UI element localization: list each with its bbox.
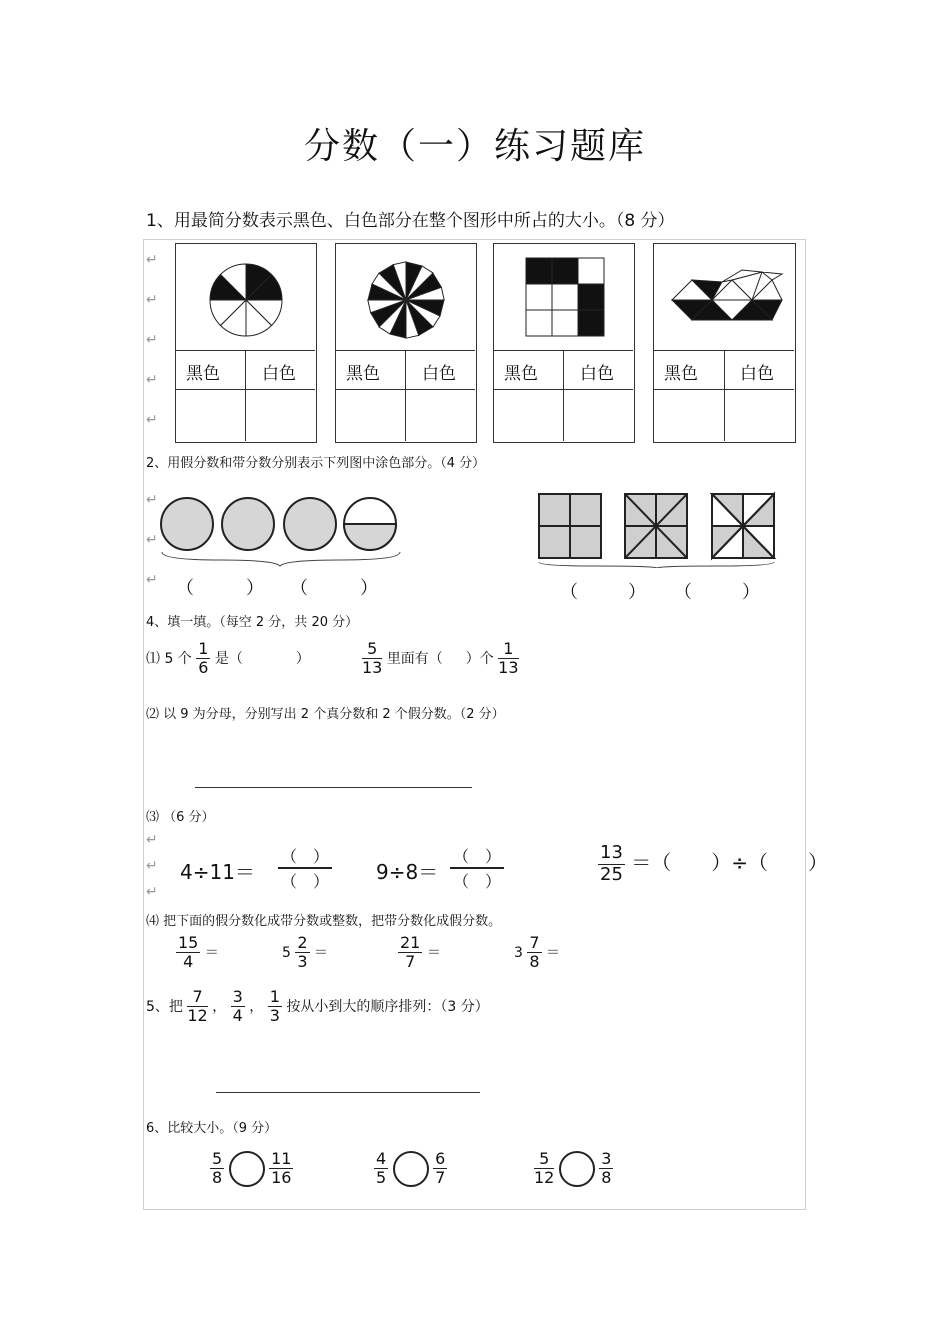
figure-box-pinwheel — [335, 243, 477, 443]
triangle-strip-figure — [654, 244, 794, 350]
paragraph-mark-icon: ↵ — [146, 572, 158, 588]
answer-paren-open: （ — [674, 582, 692, 603]
fraction: $\frac{21}{7}$ — [400, 933, 421, 972]
black-label: 黑色 — [186, 364, 220, 384]
division-expression-3: $\frac{13}{25}$ ＝（ ）÷（ ） — [600, 842, 829, 885]
convert-item-1: $\frac{15}{4}$ ＝ — [178, 933, 219, 972]
four-circles-figure — [150, 488, 420, 568]
blank-fraction: （ ） （ ） — [278, 844, 332, 892]
q4-p1b-close: ）个 — [465, 650, 494, 667]
fraction: $\frac{1}{3}$ — [269, 987, 280, 1026]
convert-item-3: $\frac{21}{7}$ ＝ — [400, 933, 441, 972]
fraction: $\frac{2}{3}$ — [297, 933, 308, 972]
compare-item-2 — [374, 1150, 447, 1188]
fraction: $\frac{13}{25}$ — [600, 842, 623, 885]
fraction: $\frac{1}{13}$ — [498, 639, 519, 678]
division-expression-1: 4÷11＝ — [180, 860, 255, 884]
answer-line — [216, 1092, 480, 1093]
eight-sector-circle-figure — [176, 244, 315, 350]
question-1-text: 1、用最简分数表示黑色、白色部分在整个图形中所占的大小。（8 分） — [146, 211, 675, 231]
fraction: $\frac{3}{8}$ — [601, 1149, 612, 1188]
answer-paren-open: （ — [176, 578, 194, 599]
figure-box-triangles — [653, 243, 796, 443]
grid-figure — [494, 244, 633, 350]
answer-paren-close: ） — [628, 582, 646, 603]
paragraph-mark-icon: ↵ — [146, 492, 158, 508]
fraction: $\frac{7}{8}$ — [529, 933, 540, 972]
q4-part-1b — [362, 640, 519, 678]
fraction: $\frac{5}{8}$ — [212, 1149, 223, 1188]
paragraph-mark-icon: ↵ — [146, 858, 158, 874]
division-expression-2: 9÷8＝ — [376, 860, 439, 884]
compare-circle — [229, 1151, 265, 1187]
white-label: 白色 — [740, 364, 774, 384]
paragraph-mark-icon: ↵ — [146, 532, 158, 548]
paragraph-mark-icon: ↵ — [146, 332, 158, 348]
fraction: $\frac{4}{5}$ — [376, 1149, 387, 1188]
figure-box-grid — [493, 243, 635, 443]
paragraph-mark-icon: ↵ — [146, 372, 158, 388]
q4-p1-close: ） — [295, 650, 310, 667]
question-5: 5、把 $\frac{7}{12}$ ， $\frac{3}{4}$ ， $\frac{1}{3}$ 按从小到大的顺序排列：（3 分） — [146, 987, 489, 1026]
fraction: $\frac{11}{16}$ — [271, 1149, 292, 1188]
black-label: 黑色 — [504, 364, 538, 384]
paragraph-mark-icon: ↵ — [146, 884, 158, 900]
paragraph-mark-icon: ↵ — [146, 832, 158, 848]
fraction: $\frac{15}{4}$ — [178, 933, 199, 972]
fraction: $\frac{7}{12}$ — [187, 987, 208, 1026]
compare-item-1 — [210, 1150, 293, 1188]
question-6-text: 6、比较大小。（9 分） — [146, 1121, 278, 1136]
paragraph-mark-icon: ↵ — [146, 252, 158, 268]
convert-item-4: 3 $\frac{7}{8}$ ＝ — [514, 933, 561, 972]
black-label: 黑色 — [664, 364, 698, 384]
white-label: 白色 — [262, 364, 296, 384]
answer-line — [195, 787, 472, 788]
paragraph-mark-icon: ↵ — [146, 412, 158, 428]
pinwheel-figure — [336, 244, 475, 350]
compare-item-3 — [534, 1150, 613, 1188]
page-title: 分数（一）练习题库 — [303, 126, 646, 167]
q4-part-1 — [146, 640, 310, 678]
question-4-text: 4、填一填。（每空 2 分，共 20 分） — [146, 615, 359, 630]
answer-paren-open: （ — [560, 582, 578, 603]
answer-paren-close: ） — [360, 578, 378, 599]
fraction: $\frac{5}{12}$ — [534, 1149, 555, 1188]
black-label: 黑色 — [346, 364, 380, 384]
figure-box-circle — [175, 243, 317, 443]
white-label: 白色 — [422, 364, 456, 384]
three-squares-figure — [535, 490, 785, 568]
q4-part-2: ⑵ 以 9 为分母，分别写出 2 个真分数和 2 个假分数。（2 分） — [146, 707, 505, 722]
fraction: $\frac{1}{6}$ — [198, 639, 209, 678]
q4-part-4: ⑷ 把下面的假分数化成带分数或整数，把带分数化成假分数。 — [146, 914, 502, 929]
white-label: 白色 — [580, 364, 614, 384]
question-2-text: 2、用假分数和带分数分别表示下列图中涂色部分。（4 分） — [146, 456, 486, 471]
paragraph-mark-icon: ↵ — [146, 292, 158, 308]
answer-paren-close: ） — [742, 582, 760, 603]
fraction: $\frac{3}{4}$ — [232, 987, 243, 1026]
q4-p1b-mid: 里面有（ — [386, 650, 443, 667]
fraction: $\frac{6}{7}$ — [435, 1149, 446, 1188]
compare-circle — [393, 1151, 429, 1187]
blank-fraction: （ ） （ ） — [450, 844, 504, 892]
compare-circle — [559, 1151, 595, 1187]
fraction: $\frac{5}{13}$ — [362, 639, 383, 678]
answer-paren-close: ） — [246, 578, 264, 599]
q4-p1-prefix: ⑴ 5 个 — [146, 650, 192, 667]
convert-item-2: 5 $\frac{2}{3}$ ＝ — [282, 933, 329, 972]
q4-p1-mid: 是（ — [214, 650, 243, 667]
q4-part-3: ⑶ （6 分） — [146, 810, 215, 825]
answer-paren-open: （ — [290, 578, 308, 599]
